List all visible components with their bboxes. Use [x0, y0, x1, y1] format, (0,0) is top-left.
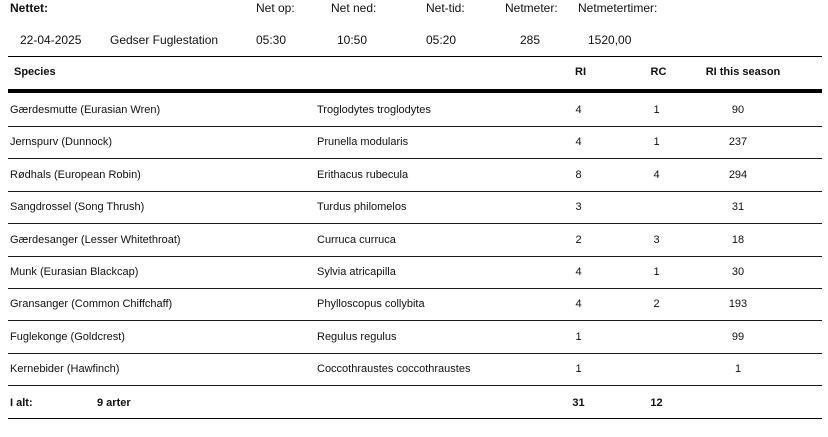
station-value: Gedser Fuglestation	[110, 33, 219, 47]
species-name-cell: Gærdesmutte (Eurasian Wren)	[10, 104, 161, 116]
rc-column-header: RC	[650, 66, 667, 78]
total-ri: 31	[572, 397, 585, 409]
ri-season-cell: 90	[731, 104, 745, 116]
ri-season-cell: 237	[728, 136, 748, 149]
latin-name-cell: Sylvia atricapilla	[317, 266, 396, 278]
table-row	[8, 191, 822, 224]
latin-name-cell: Coccothraustes coccothraustes	[317, 363, 471, 376]
rc-cell: 1	[653, 136, 660, 149]
latin-name-cell: Phylloscopus collybita	[317, 298, 425, 311]
table-row	[8, 159, 822, 192]
ri-cell: 1	[575, 330, 582, 343]
species-name-cell: Munk (Eurasian Blackcap)	[10, 266, 139, 278]
latin-name-cell: Troglodytes troglodytes	[317, 104, 431, 116]
table-row	[8, 353, 822, 386]
ri-column-header: RI	[575, 66, 586, 78]
ri-cell: 4	[575, 266, 582, 278]
rc-cell: 3	[653, 233, 660, 246]
net-op-value: 05:30	[256, 33, 287, 47]
ri-season-cell: 294	[728, 168, 748, 181]
rc-cell: 4	[653, 168, 660, 181]
netmetertimer-value: 1520,00	[588, 33, 632, 47]
ri-cell: 3	[575, 201, 582, 214]
latin-name-cell: Erithacus rubecula	[317, 168, 409, 181]
nettet-label: Nettet:	[10, 1, 48, 15]
species-column-header: Species	[14, 66, 56, 78]
ri-season-cell: 1	[734, 363, 742, 376]
species-name-cell: Sangdrossel (Song Thrush)	[10, 201, 145, 214]
rc-cell: 2	[653, 298, 660, 311]
species-name-cell: Rødhals (European Robin)	[10, 168, 141, 181]
table-row	[8, 224, 822, 257]
netmetertimer-label: Netmetertimer:	[578, 1, 658, 15]
ri-season-cell: 99	[731, 330, 745, 343]
ri-cell: 8	[575, 168, 582, 181]
table-row	[8, 126, 822, 159]
ri-cell: 4	[575, 136, 582, 149]
table-row	[8, 256, 822, 289]
ri-season-cell: 193	[728, 298, 748, 311]
latin-name-cell: Curruca curruca	[317, 233, 396, 246]
net-ned-label: Net ned:	[331, 1, 377, 15]
rc-cell: 1	[653, 104, 660, 116]
table-header-divider	[8, 89, 822, 93]
rc-cell: 1	[653, 266, 660, 278]
ri-cell: 4	[575, 104, 582, 116]
net-tid-label: Net-tid:	[426, 1, 465, 15]
latin-name-cell: Turdus philomelos	[317, 201, 407, 214]
total-label: I alt:	[10, 397, 33, 409]
ri-season-cell: 18	[731, 233, 745, 246]
date-value: 22-04-2025	[20, 33, 82, 47]
latin-name-cell: Regulus regulus	[317, 330, 397, 343]
species-name-cell: Kernebider (Hawfinch)	[10, 363, 120, 376]
net-op-label: Net op:	[256, 1, 295, 15]
total-bottom-divider	[8, 418, 822, 419]
species-name-cell: Gransanger (Common Chiffchaff)	[10, 298, 173, 311]
table-row	[8, 94, 822, 127]
total-rc: 12	[650, 397, 663, 409]
species-name-cell: Jernspurv (Dunnock)	[10, 136, 113, 149]
netmeter-value: 285	[520, 33, 541, 47]
header-divider	[8, 56, 822, 57]
ri-season-cell: 31	[731, 201, 745, 214]
total-species-count: 9 arter	[97, 397, 131, 409]
netmeter-label: Netmeter:	[505, 1, 558, 15]
ri-season-cell: 30	[731, 266, 745, 278]
ri-cell: 4	[575, 298, 582, 311]
latin-name-cell: Prunella modularis	[317, 136, 409, 149]
ri-cell: 1	[575, 363, 582, 376]
net-ned-value: 10:50	[337, 33, 368, 47]
species-name-cell: Fuglekonge (Goldcrest)	[10, 330, 125, 343]
ri-season-column-header: RI this season	[705, 66, 781, 78]
table-row	[8, 288, 822, 321]
net-tid-value: 05:20	[426, 33, 457, 47]
ri-cell: 2	[575, 233, 582, 246]
species-name-cell: Gærdesanger (Lesser Whitethroat)	[10, 233, 181, 246]
table-row	[8, 321, 822, 354]
total-row	[8, 388, 822, 418]
